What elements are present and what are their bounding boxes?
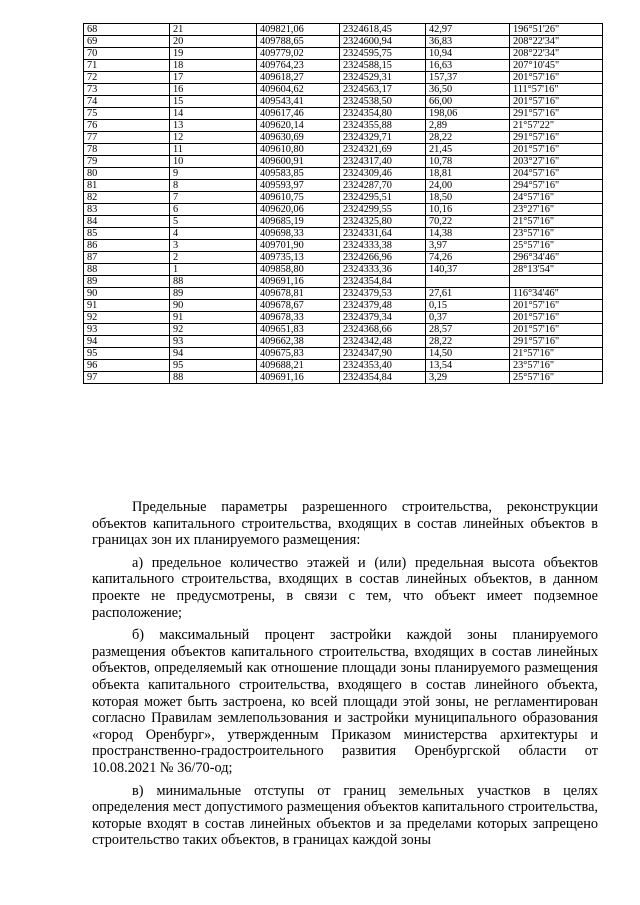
table-cell: 74 [84,96,170,108]
table-cell: 91 [170,312,257,324]
table-cell: 409678,33 [257,312,340,324]
table-cell: 87 [84,252,170,264]
table-cell: 36,50 [426,84,510,96]
table-row [84,348,603,360]
table-cell: 95 [84,348,170,360]
table-cell: 89 [84,276,170,288]
table-cell: 74,26 [426,252,510,264]
table-row [84,180,603,192]
table-cell: 201°57'16" [510,324,603,336]
table-cell: 409779,02 [257,48,340,60]
table-cell: 4 [170,228,257,240]
table-cell: 409610,75 [257,192,340,204]
table-cell: 409583,85 [257,168,340,180]
table-row [84,192,603,204]
table-row [84,216,603,228]
table-cell: 201°57'16" [510,144,603,156]
item-c-paragraph: в) минимальные отступы от границ земельных участков в целях определения мест допустимого размещения объектов капитального строительства, которые входят в состав линейных объектов и за пределами которых запрещено строительство таких объектов, в границах каждой зоны [92,782,598,849]
table-cell: 2,89 [426,120,510,132]
table-cell: 291°57'16" [510,108,603,120]
table-cell: 75 [84,108,170,120]
table-cell: 2324321,69 [340,144,426,156]
table-row [84,276,603,288]
table-cell: 23°27'16" [510,204,603,216]
table-cell: 2324354,84 [340,276,426,288]
table-cell: 2324354,80 [340,108,426,120]
table-cell: 2324331,64 [340,228,426,240]
table-cell: 91 [84,300,170,312]
table-cell: 2324600,94 [340,36,426,48]
table-cell: 88 [170,276,257,288]
table-cell: 93 [84,324,170,336]
table-cell: 80 [84,168,170,180]
table-cell: 76 [84,120,170,132]
table-cell: 21 [170,24,257,36]
table-cell: 201°57'16" [510,312,603,324]
table-cell: 409610,80 [257,144,340,156]
table-cell: 2324317,40 [340,156,426,168]
coordinates-table-body [84,24,603,384]
table-cell: 409688,21 [257,360,340,372]
table-cell: 73 [84,84,170,96]
table-cell: 409788,65 [257,36,340,48]
table-row [84,204,603,216]
table-row [84,156,603,168]
table-cell: 2324309,46 [340,168,426,180]
table-row [84,60,603,72]
table-row [84,144,603,156]
table-cell: 72 [84,72,170,84]
table-cell: 93 [170,336,257,348]
table-cell: 79 [84,156,170,168]
table-cell: 28°13'54" [510,264,603,276]
table-cell: 70 [84,48,170,60]
table-row [84,240,603,252]
table-cell: 92 [84,312,170,324]
table-cell: 90 [170,300,257,312]
table-cell: 13,54 [426,360,510,372]
table-cell: 409821,06 [257,24,340,36]
table-cell: 18 [170,60,257,72]
table-row [84,108,603,120]
table-cell: 409620,14 [257,120,340,132]
table-row [84,312,603,324]
table-cell: 409858,80 [257,264,340,276]
table-cell: 16,63 [426,60,510,72]
table-cell: 19 [170,48,257,60]
table-cell: 196°51'26" [510,24,603,36]
table-cell: 11 [170,144,257,156]
table-cell: 83 [84,204,170,216]
table-cell: 140,37 [426,264,510,276]
table-cell: 66,00 [426,96,510,108]
table-cell: 0,15 [426,300,510,312]
table-cell: 25°57'16" [510,372,603,384]
table-row [84,288,603,300]
table-cell: 203°27'16" [510,156,603,168]
item-a-paragraph: а) предельное количество этажей и (или) предельная высота объектов капитального строительства, входящих в состав линейных объектов, в данном проекте не предусмотрены, в связи с тем, что объект имеет подземное расположение; [92,554,598,621]
table-cell: 3,29 [426,372,510,384]
table-cell: 2324368,66 [340,324,426,336]
table-cell: 208°22'34" [510,36,603,48]
table-cell: 16 [170,84,257,96]
table-cell: 111°57'16" [510,84,603,96]
table-cell: 36,83 [426,36,510,48]
table-cell: 2324595,75 [340,48,426,60]
table-cell: 71 [84,60,170,72]
table-cell: 21°57'22" [510,120,603,132]
table-cell: 116°34'46" [510,288,603,300]
table-cell: 10,78 [426,156,510,168]
table-cell: 10,16 [426,204,510,216]
table-row [84,48,603,60]
table-row [84,132,603,144]
table-cell: 84 [84,216,170,228]
table-cell: 28,22 [426,336,510,348]
table-cell: 21°57'16" [510,216,603,228]
table-row [84,24,603,36]
table-cell: 2324287,70 [340,180,426,192]
table-cell: 409662,38 [257,336,340,348]
table-cell: 2324618,45 [340,24,426,36]
table-row [84,252,603,264]
table-cell: 409651,83 [257,324,340,336]
table-cell: 77 [84,132,170,144]
table-cell: 208°22'34" [510,48,603,60]
table-cell: 2324353,40 [340,360,426,372]
table-cell: 2324355,88 [340,120,426,132]
table-cell: 294°57'16" [510,180,603,192]
table-row [84,264,603,276]
table-row [84,372,603,384]
table-cell: 2324329,71 [340,132,426,144]
body-text [92,499,598,855]
table-cell: 2324325,80 [340,216,426,228]
table-cell: 20 [170,36,257,48]
table-cell: 2324538,50 [340,96,426,108]
table-cell: 2324333,36 [340,264,426,276]
table-cell: 5 [170,216,257,228]
table-cell: 409600,91 [257,156,340,168]
table-cell: 201°57'16" [510,72,603,84]
item-b-paragraph: б) максимальный процент застройки каждой зоны планируемого размещения объектов капитального строительства, входящих в состав линейных объектов, определяемый как отношение площади зоны планируемого размещения объекта капитального строительства, входящего в состав линейного объекта, которая может быть застроена, ко всей площади этой зоны, не регламентирован согласно Правилам землепользования и застройки муниципального образования «город Оренбург», утвержденным Приказом министерства архитектуры и пространственно-градостроительного развития Оренбургской области от 10.08.2021 № 36/70-од; [92,627,598,776]
table-cell: 201°57'16" [510,300,603,312]
table-cell: 2324354,84 [340,372,426,384]
table-row [84,168,603,180]
table-cell: 204°57'16" [510,168,603,180]
table-cell: 296°34'46" [510,252,603,264]
table-cell: 7 [170,192,257,204]
table-cell: 10 [170,156,257,168]
table-cell: 409604,62 [257,84,340,96]
table-cell: 2324333,38 [340,240,426,252]
table-cell: 94 [170,348,257,360]
table-cell: 2324299,55 [340,204,426,216]
table-cell [510,276,603,288]
table-cell: 18,81 [426,168,510,180]
table-cell: 23°57'16" [510,228,603,240]
table-cell: 409698,33 [257,228,340,240]
table-cell: 2 [170,252,257,264]
table-cell: 2324295,51 [340,192,426,204]
table-cell: 409691,16 [257,276,340,288]
table-cell: 28,22 [426,132,510,144]
table-row [84,228,603,240]
table-cell: 9 [170,168,257,180]
table-cell: 15 [170,96,257,108]
table-cell: 409691,16 [257,372,340,384]
table-row [84,300,603,312]
table-cell: 2324588,15 [340,60,426,72]
table-cell: 409617,46 [257,108,340,120]
table-cell: 3,97 [426,240,510,252]
table-cell: 82 [84,192,170,204]
table-row [84,336,603,348]
table-cell: 18,50 [426,192,510,204]
table-cell: 409618,27 [257,72,340,84]
table-cell: 94 [84,336,170,348]
table-cell: 24,00 [426,180,510,192]
table-cell: 92 [170,324,257,336]
table-cell: 42,97 [426,24,510,36]
table-cell: 21,45 [426,144,510,156]
table-cell: 0,37 [426,312,510,324]
table-cell: 86 [84,240,170,252]
table-row [84,96,603,108]
table-cell: 14,50 [426,348,510,360]
table-cell: 2324266,96 [340,252,426,264]
table-cell: 21°57'16" [510,348,603,360]
table-cell: 12 [170,132,257,144]
table-cell: 96 [84,360,170,372]
table-cell: 85 [84,228,170,240]
table-cell: 201°57'16" [510,96,603,108]
table-cell: 2324379,34 [340,312,426,324]
table-cell: 90 [84,288,170,300]
table-row [84,360,603,372]
table-cell [426,276,510,288]
table-cell: 8 [170,180,257,192]
table-cell: 291°57'16" [510,336,603,348]
table-cell: 97 [84,372,170,384]
table-cell: 95 [170,360,257,372]
table-cell: 24°57'16" [510,192,603,204]
table-cell: 88 [170,372,257,384]
table-cell: 3 [170,240,257,252]
table-cell: 409678,81 [257,288,340,300]
table-cell: 10,94 [426,48,510,60]
table-cell: 17 [170,72,257,84]
table-cell: 409543,41 [257,96,340,108]
table-cell: 409735,13 [257,252,340,264]
table-cell: 291°57'16" [510,132,603,144]
table-cell: 23°57'16" [510,360,603,372]
table-cell: 207°10'45" [510,60,603,72]
table-cell: 14 [170,108,257,120]
table-cell: 78 [84,144,170,156]
table-cell: 2324529,31 [340,72,426,84]
table-cell: 2324563,17 [340,84,426,96]
table-cell: 409593,97 [257,180,340,192]
table-cell: 2324347,90 [340,348,426,360]
table-cell: 2324379,48 [340,300,426,312]
table-cell: 409764,23 [257,60,340,72]
table-cell: 2324379,53 [340,288,426,300]
table-cell: 409630,69 [257,132,340,144]
table-cell: 70,22 [426,216,510,228]
table-cell: 28,57 [426,324,510,336]
table-cell: 409620,06 [257,204,340,216]
table-row [84,72,603,84]
table-cell: 27,61 [426,288,510,300]
table-cell: 1 [170,264,257,276]
table-row [84,84,603,96]
table-cell: 157,37 [426,72,510,84]
table-cell: 2324342,48 [340,336,426,348]
table-cell: 6 [170,204,257,216]
table-cell: 14,38 [426,228,510,240]
table-row [84,120,603,132]
table-cell: 13 [170,120,257,132]
table-cell: 81 [84,180,170,192]
table-cell: 409678,67 [257,300,340,312]
table-cell: 409701,90 [257,240,340,252]
table-row [84,324,603,336]
table-cell: 89 [170,288,257,300]
intro-paragraph: Предельные параметры разрешенного строительства, реконструкции объектов капитального строительства, входящих в состав линейных объектов в границах зон их планируемого размещения: [92,499,598,549]
table-row [84,36,603,48]
table-cell: 198,06 [426,108,510,120]
table-cell: 25°57'16" [510,240,603,252]
coordinates-table [83,23,603,384]
table-cell: 409675,83 [257,348,340,360]
table-cell: 69 [84,36,170,48]
table-cell: 409685,19 [257,216,340,228]
table-cell: 88 [84,264,170,276]
table-cell: 68 [84,24,170,36]
